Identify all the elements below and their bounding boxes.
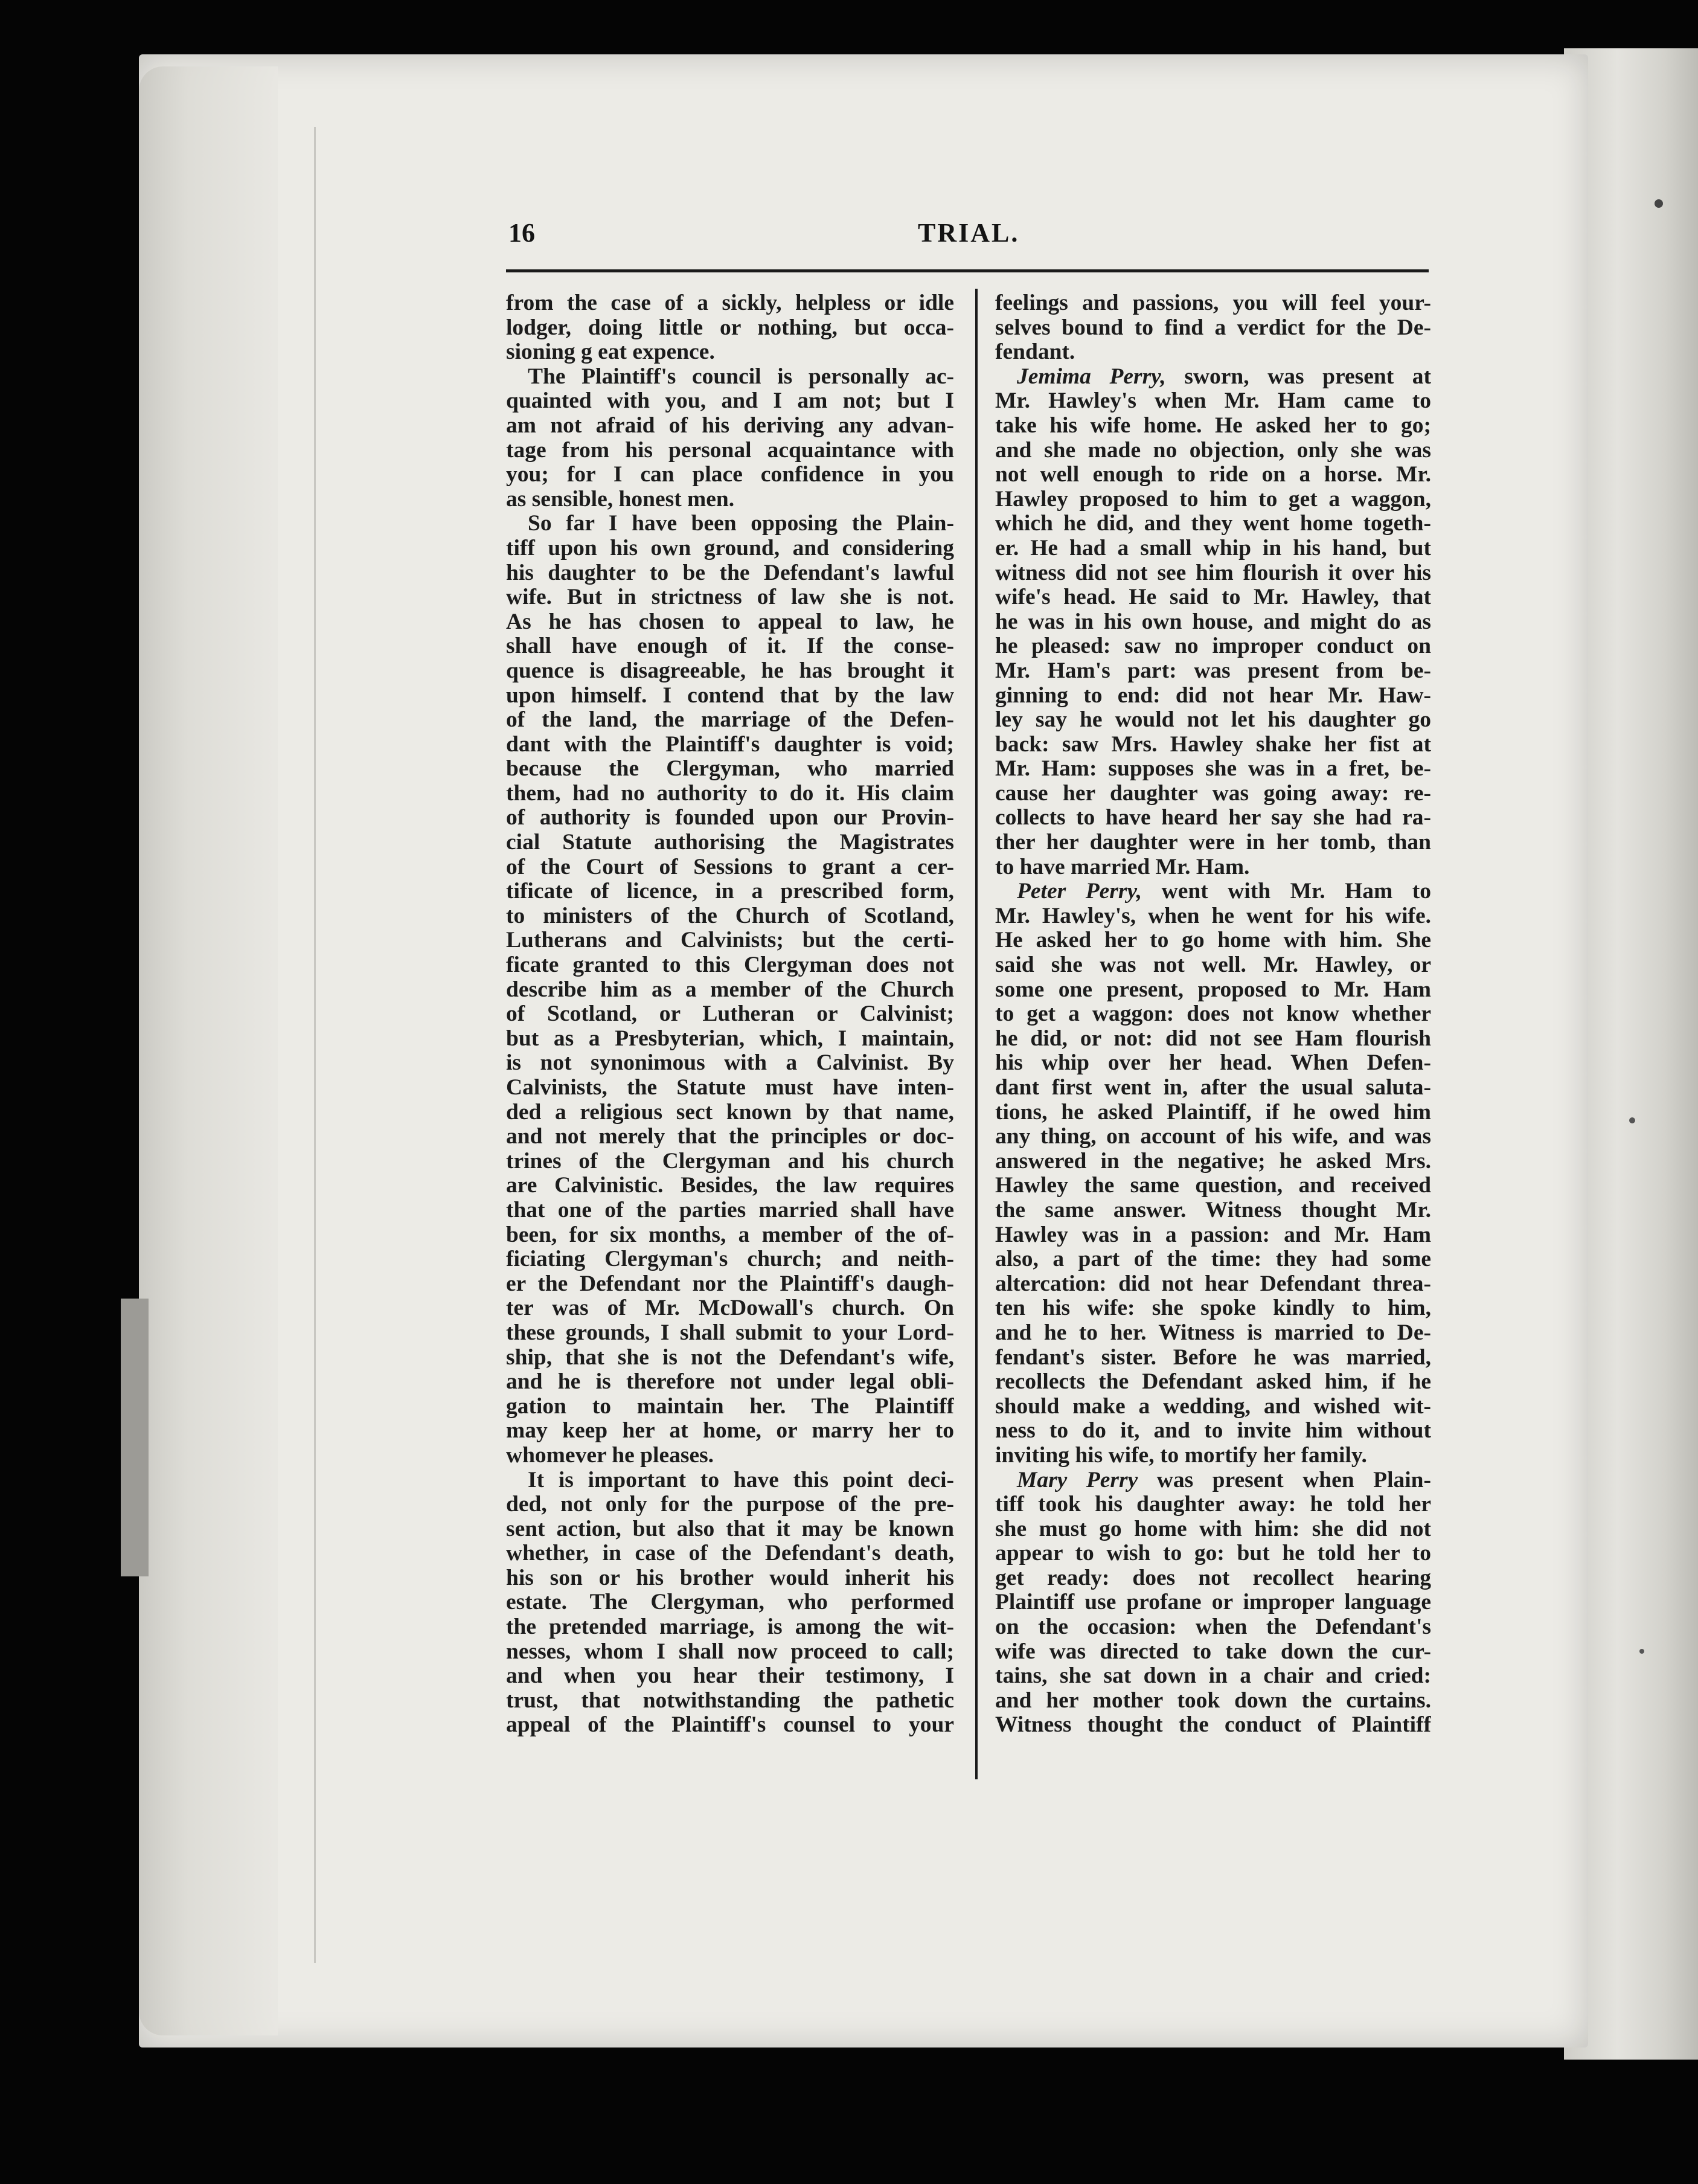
- text-line: to ministers of the Church of Scotland,: [506, 904, 954, 928]
- text-line: should make a wedding, and wished wit-: [995, 1394, 1431, 1419]
- text-line: collects to have heard her say she had ra-: [995, 806, 1431, 830]
- text-line: tiff upon his own ground, and considering: [506, 536, 954, 560]
- text-line: ten his wife: she spoke kindly to him,: [995, 1296, 1431, 1321]
- ink-spot: [1629, 1117, 1635, 1123]
- text-line: you; for I can place confidence in you: [506, 463, 954, 487]
- text-line: He asked her to go home with him. She: [995, 928, 1431, 953]
- text-line: because the Clergyman, who married: [506, 757, 954, 782]
- worn-page-edge: [139, 66, 278, 2035]
- page-fold-line: [314, 127, 316, 1963]
- text-line: Hawley proposed to him to get a waggon,: [995, 487, 1431, 512]
- text-line: ship, that she is not the Defendant's wife,: [506, 1345, 954, 1370]
- running-title: TRIAL.: [918, 218, 1020, 248]
- text-line: dant with the Plaintiff's daughter is void;: [506, 732, 954, 757]
- text-line: cial Statute authorising the Magistrates: [506, 830, 954, 855]
- text-line: feelings and passions, you will feel your-: [995, 291, 1431, 315]
- text-line: lodger, doing little or nothing, but occa-: [506, 315, 954, 340]
- text-line: said she was not well. Mr. Hawley, or: [995, 953, 1431, 978]
- text-line: ded a religious sect known by that name,: [506, 1100, 954, 1125]
- text-line: am not afraid of his deriving any advan-: [506, 413, 954, 438]
- text-line: answered in the negative; he asked Mrs.: [995, 1149, 1431, 1174]
- text-line: ginning to end: did not hear Mr. Haw-: [995, 683, 1431, 708]
- ink-spot: [1639, 1649, 1644, 1654]
- text-line: of authority is founded upon our Provin-: [506, 806, 954, 830]
- text-line: shall have enough of it. If the conse-: [506, 634, 954, 659]
- text-line: Plaintiff use profane or improper language: [995, 1590, 1431, 1615]
- text-line: quence is disagreeable, he has brought it: [506, 658, 954, 683]
- text-line: Peter Perry, went with Mr. Ham to: [1017, 879, 1431, 904]
- text-line: It is important to have this point deci-: [528, 1468, 954, 1492]
- text-line: Calvinists, the Statute must have inten-: [506, 1076, 954, 1100]
- text-line: The Plaintiff's council is personally ac-: [528, 364, 954, 389]
- text-line: but as a Presbyterian, which, I maintain,: [506, 1026, 954, 1051]
- text-line: whomever he pleases.: [506, 1443, 714, 1468]
- text-line: quainted with you, and I am not; but I: [506, 389, 954, 414]
- text-line: them, had no authority to do it. His claim: [506, 781, 954, 806]
- text-line: Hawley the same question, and received: [995, 1174, 1431, 1198]
- text-line: ther her daughter were in her tomb, than: [995, 830, 1431, 855]
- text-line: whether, in case of the Defendant's death,: [506, 1541, 954, 1566]
- text-column-left: [506, 291, 954, 1738]
- text-line: estate. The Clergyman, who performed: [506, 1590, 954, 1615]
- text-line: these grounds, I shall submit to your Lord-: [506, 1320, 954, 1345]
- text-line: wife's head. He said to Mr. Hawley, that: [995, 585, 1431, 610]
- text-line: to get a waggon: does not know whether: [995, 1002, 1431, 1027]
- text-line: she must go home with him: she did not: [995, 1517, 1431, 1541]
- text-line: he was in his own house, and might do as: [995, 609, 1431, 634]
- witness-name: Mary Perry: [1017, 1468, 1138, 1492]
- text-line: some one present, proposed to Mr. Ham: [995, 977, 1431, 1002]
- text-line: may keep her at home, or marry her to: [506, 1419, 954, 1444]
- text-line: tains, she sat down in a chair and cried:: [995, 1664, 1431, 1689]
- text-line: take his wife home. He asked her to go;: [995, 413, 1431, 438]
- text-line: selves bound to find a verdict for the De-: [995, 315, 1431, 340]
- text-line: wife was directed to take down the cur-: [995, 1639, 1431, 1664]
- ink-spot: [1655, 199, 1663, 208]
- text-line: er the Defendant nor the Plaintiff's daugh-: [506, 1271, 954, 1296]
- text-line: witness did not see him flourish it over his: [995, 560, 1431, 585]
- text-line: describe him as a member of the Church: [506, 977, 954, 1002]
- text-line: cause her daughter was going away: re-: [995, 781, 1431, 806]
- text-line: appeal of the Plaintiff's counsel to your: [506, 1713, 954, 1738]
- text-line: and she made no objection, only she was: [995, 438, 1431, 463]
- text-line: of the Court of Sessions to grant a cer-: [506, 855, 954, 879]
- text-line: fendant.: [995, 340, 1075, 365]
- text-line: Mr. Hawley's when Mr. Ham came to: [995, 389, 1431, 414]
- text-line: his whip over her head. When Defen-: [995, 1051, 1431, 1076]
- text-line: of Scotland, or Lutheran or Calvinist;: [506, 1002, 954, 1027]
- text-line: which he did, and they went home togeth-: [995, 512, 1431, 536]
- text-line: his daughter to be the Defendant's lawful: [506, 560, 954, 585]
- text-line: As he has chosen to appeal to law, he: [506, 609, 954, 634]
- text-line: any thing, on account of his wife, and was: [995, 1125, 1431, 1149]
- text-line: and when you hear their testimony, I: [506, 1664, 954, 1689]
- text-line: of the land, the marriage of the Defen-: [506, 708, 954, 733]
- text-line: Jemima Perry, sworn, was present at: [1017, 364, 1431, 389]
- text-line: get ready: does not recollect hearing: [995, 1566, 1431, 1590]
- text-line: sioning g eat expence.: [506, 340, 715, 365]
- text-line: the same answer. Witness thought Mr.: [995, 1198, 1431, 1222]
- text-line: to have married Mr. Ham.: [995, 855, 1250, 879]
- text-line: ness to do it, and to invite him without: [995, 1419, 1431, 1444]
- text-line: Hawley was in a passion: and Mr. Ham: [995, 1222, 1431, 1247]
- text-line: and her mother took down the curtains.: [995, 1688, 1431, 1713]
- text-line: back: saw Mrs. Hawley shake her fist at: [995, 732, 1431, 757]
- text-line: sent action, but also that it may be known: [506, 1517, 954, 1541]
- text-line: tage from his personal acquaintance with: [506, 438, 954, 463]
- text-line: recollects the Defendant asked him, if he: [995, 1370, 1431, 1395]
- text-line: and he is therefore not under legal obli-: [506, 1370, 954, 1395]
- text-line: tions, he asked Plaintiff, if he owed him: [995, 1100, 1431, 1125]
- column-divider: [975, 289, 978, 1779]
- text-line: from the case of a sickly, helpless or idle: [506, 291, 954, 315]
- text-line: he did, or not: did not see Ham flourish: [995, 1026, 1431, 1051]
- text-line: tificate of licence, in a prescribed form,: [506, 879, 954, 904]
- text-line: nesses, whom I shall now proceed to call;: [506, 1639, 954, 1664]
- text-line: er. He had a small whip in his hand, but: [995, 536, 1431, 560]
- text-line: ter was of Mr. McDowall's church. On: [506, 1296, 954, 1321]
- text-line: and not merely that the principles or doc-: [506, 1125, 954, 1149]
- page-tab-shadow: [121, 1299, 149, 1576]
- text-line: ded, not only for the purpose of the pre-: [506, 1492, 954, 1517]
- text-line: also, a part of the time: they had some: [995, 1247, 1431, 1272]
- text-line: Lutherans and Calvinists; but the certi-: [506, 928, 954, 953]
- text-line: Mary Perry was present when Plain-: [1017, 1468, 1431, 1492]
- text-line: ley say he would not let his daughter go: [995, 708, 1431, 733]
- text-line: Mr. Hawley's, when he went for his wife.: [995, 904, 1431, 928]
- text-line: not well enough to ride on a horse. Mr.: [995, 463, 1431, 487]
- text-line: tiff took his daughter away: he told her: [995, 1492, 1431, 1517]
- text-line: on the occasion: when the Defendant's: [995, 1615, 1431, 1640]
- text-line: gation to maintain her. The Plaintiff: [506, 1394, 954, 1419]
- text-line: altercation: did not hear Defendant threa-: [995, 1271, 1431, 1296]
- text-line: fendant's sister. Before he was married,: [995, 1345, 1431, 1370]
- text-line: dant first went in, after the usual saluta-: [995, 1076, 1431, 1100]
- text-line: trines of the Clergyman and his church: [506, 1149, 954, 1174]
- text-line: and he to her. Witness is married to De-: [995, 1320, 1431, 1345]
- text-line: is not synonimous with a Calvinist. By: [506, 1051, 954, 1076]
- text-line: inviting his wife, to mortify her family.: [995, 1443, 1367, 1468]
- text-line: his son or his brother would inherit his: [506, 1566, 954, 1590]
- page-number: 16: [508, 218, 535, 248]
- text-column-right: [995, 291, 1431, 1738]
- text-line: ficate granted to this Clergyman does not: [506, 953, 954, 978]
- text-line: Witness thought the conduct of Plaintiff: [995, 1713, 1431, 1738]
- text-line: Mr. Ham's part: was present from be-: [995, 658, 1431, 683]
- text-line: that one of the parties married shall have: [506, 1198, 954, 1222]
- text-line: wife. But in strictness of law she is not.: [506, 585, 954, 610]
- text-line: he pleased: saw no improper conduct on: [995, 634, 1431, 659]
- text-line: are Calvinistic. Besides, the law requires: [506, 1174, 954, 1198]
- text-line: trust, that notwithstanding the pathetic: [506, 1688, 954, 1713]
- witness-name: Peter Perry,: [1017, 879, 1142, 904]
- header-rule: [506, 269, 1429, 272]
- text-line: So far I have been opposing the Plain-: [528, 512, 954, 536]
- text-line: ficiating Clergyman's church; and neith-: [506, 1247, 954, 1272]
- witness-name: Jemima Perry,: [1017, 364, 1166, 389]
- text-line: upon himself. I contend that by the law: [506, 683, 954, 708]
- text-line: Mr. Ham: supposes she was in a fret, be-: [995, 757, 1431, 782]
- text-line: as sensible, honest men.: [506, 487, 735, 512]
- text-line: appear to wish to go: but he told her to: [995, 1541, 1431, 1566]
- text-line: been, for six months, a member of the of-: [506, 1222, 954, 1247]
- text-line: the pretended marriage, is among the wit-: [506, 1615, 954, 1640]
